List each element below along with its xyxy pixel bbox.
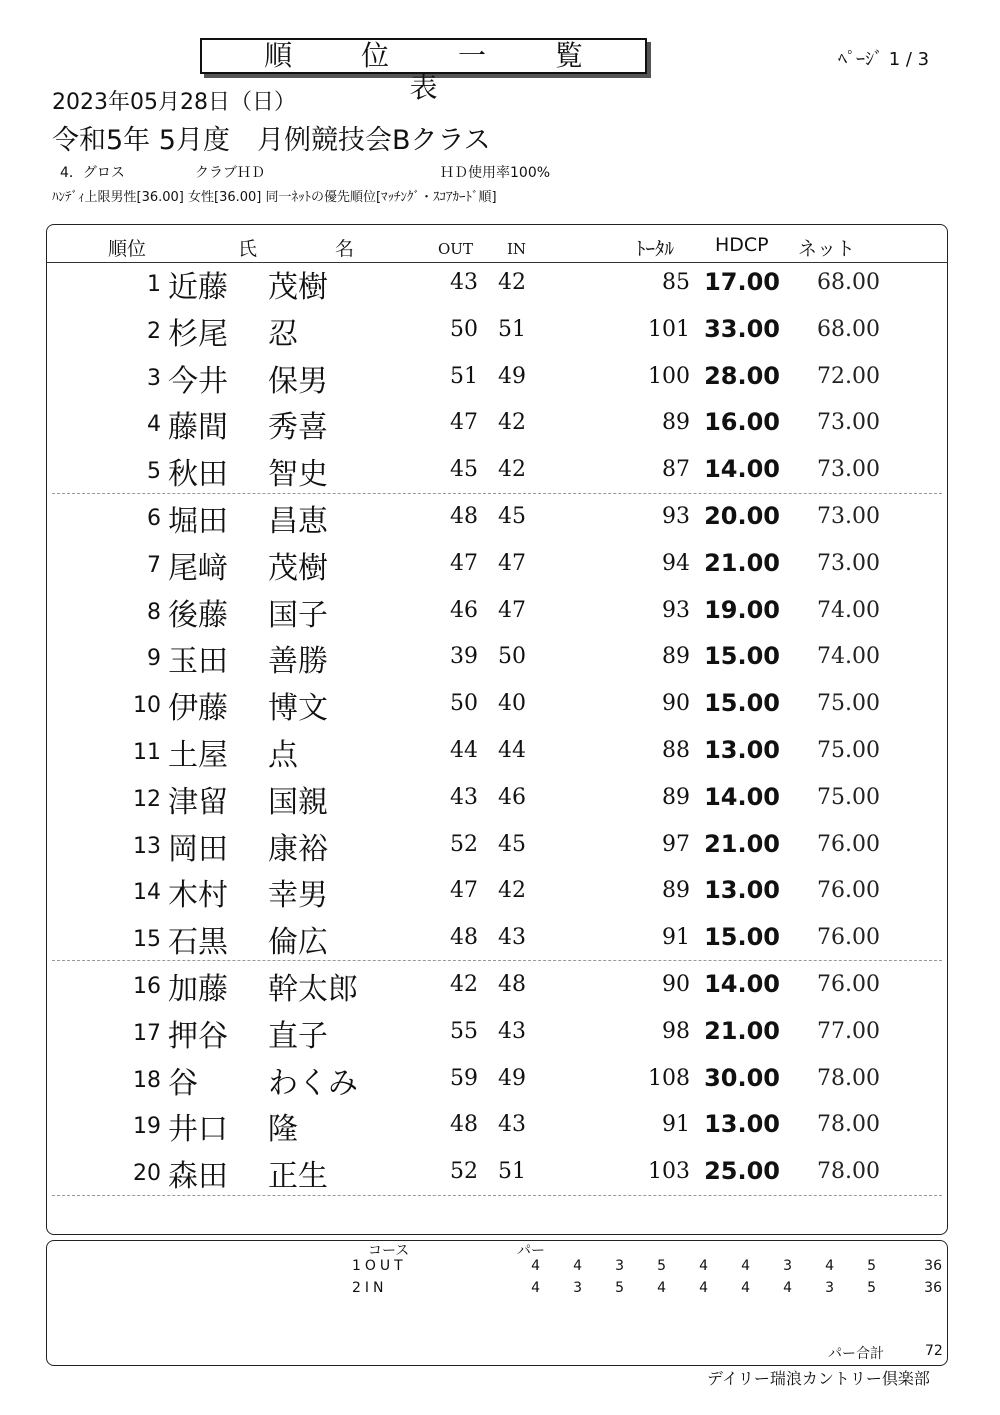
in-score-cell: 46 xyxy=(498,784,526,810)
out-score-cell: 47 xyxy=(450,410,478,436)
out-score-cell: 47 xyxy=(450,878,478,904)
given-name-cell: 点 xyxy=(268,738,298,773)
in-score-cell: 45 xyxy=(498,831,526,857)
given-name-cell: 隆 xyxy=(268,1112,298,1148)
hdcp-cell: 13.00 xyxy=(704,736,780,764)
hdcp-cell: 19.00 xyxy=(704,595,780,624)
given-name-cell: 康裕 xyxy=(268,831,328,867)
hole-par: 4 xyxy=(531,1280,540,1296)
hd-type-label: クラブＨＤ xyxy=(195,165,265,181)
in-score-cell: 47 xyxy=(498,597,526,623)
out-score-cell: 46 xyxy=(450,597,478,623)
out-score-cell: 48 xyxy=(450,925,478,951)
net-score-cell: 74.00 xyxy=(817,644,880,670)
hole-par: 4 xyxy=(699,1280,708,1296)
surname-cell: 杉尾 xyxy=(168,316,228,352)
surname-cell: 岡田 xyxy=(168,831,228,867)
rank-cell: 19 xyxy=(133,1114,161,1140)
table-row xyxy=(0,964,1000,1010)
hole-par: 4 xyxy=(657,1280,666,1296)
net-score-cell: 76.00 xyxy=(817,925,880,951)
hole-par: 5 xyxy=(867,1258,876,1274)
hdcp-cell: 21.00 xyxy=(704,829,780,858)
total-score-cell: 89 xyxy=(662,784,690,810)
table-row xyxy=(0,683,1000,729)
surname-cell: 森田 xyxy=(168,1159,228,1195)
total-score-cell: 93 xyxy=(662,504,690,529)
handicap-rule: ﾊﾝﾃﾞｨ上限男性[36.00] 女性[36.00] 同一ﾈｯﾄの優先順位[ﾏｯﾁﾝｸﾞ・ｽｺｱｶｰﾄﾞ順] xyxy=(52,190,497,205)
column-header-out: OUT xyxy=(438,240,473,258)
given-name-cell: 正生 xyxy=(268,1159,328,1195)
out-score-cell: 48 xyxy=(450,1112,478,1138)
par-total-label: パー合計 xyxy=(828,1346,884,1362)
net-score-cell: 73.00 xyxy=(817,550,880,576)
out-score-cell: 51 xyxy=(450,363,478,389)
hole-par: 4 xyxy=(531,1258,540,1274)
total-score-cell: 89 xyxy=(662,644,690,670)
in-score-cell: 43 xyxy=(498,925,526,951)
net-score-cell: 76.00 xyxy=(817,831,880,857)
surname-cell: 今井 xyxy=(168,363,228,399)
in-score-cell: 40 xyxy=(498,691,526,717)
table-row xyxy=(0,1151,1000,1197)
hd-rate-label: ＨＤ使用率100% xyxy=(440,165,551,181)
surname-cell: 尾﨑 xyxy=(168,550,228,586)
column-header-net: ネット xyxy=(798,238,856,260)
column-header-rank: 順位 xyxy=(108,238,147,260)
surname-cell: 谷 xyxy=(168,1065,198,1101)
out-score-cell: 50 xyxy=(450,691,478,717)
course-par-total: 36 xyxy=(924,1280,942,1296)
total-score-cell: 93 xyxy=(662,597,690,623)
out-score-cell: 43 xyxy=(450,270,478,295)
hdcp-cell: 16.00 xyxy=(704,408,780,437)
page-indicator: ﾍﾟｰｼﾞ 1 / 3 xyxy=(838,49,930,70)
net-score-cell: 73.00 xyxy=(817,457,880,483)
table-row xyxy=(0,309,1000,355)
surname-cell: 加藤 xyxy=(168,972,228,1007)
par-label: パー xyxy=(517,1243,545,1259)
rank-cell: 5 xyxy=(147,459,161,485)
total-score-cell: 103 xyxy=(648,1159,690,1185)
net-score-cell: 76.00 xyxy=(817,972,880,997)
rank-cell: 10 xyxy=(133,693,161,719)
out-score-cell: 52 xyxy=(450,1159,478,1185)
table-row xyxy=(0,496,1000,542)
given-name-cell: 直子 xyxy=(268,1018,328,1054)
par-total-value: 72 xyxy=(925,1343,943,1359)
given-name-cell: 茂樹 xyxy=(268,270,328,305)
out-score-cell: 48 xyxy=(450,504,478,529)
hdcp-cell: 17.00 xyxy=(704,268,780,296)
out-score-cell: 39 xyxy=(450,644,478,670)
net-score-cell: 75.00 xyxy=(817,738,880,763)
surname-cell: 土屋 xyxy=(168,738,228,773)
in-score-cell: 50 xyxy=(498,644,526,670)
total-score-cell: 100 xyxy=(648,363,690,389)
hdcp-cell: 13.00 xyxy=(704,1110,780,1139)
column-header-in: IN xyxy=(507,240,527,258)
total-score-cell: 89 xyxy=(662,410,690,436)
rank-cell: 12 xyxy=(133,786,161,812)
rank-cell: 11 xyxy=(133,740,161,765)
hole-par: 5 xyxy=(867,1280,876,1296)
club-name: デイリー瑞浪カントリー倶楽部 xyxy=(707,1369,930,1388)
net-score-cell: 74.00 xyxy=(817,597,880,623)
category-label: 4．グロス xyxy=(60,165,125,181)
given-name-cell: 国親 xyxy=(268,784,328,820)
surname-cell: 近藤 xyxy=(168,270,228,305)
in-score-cell: 48 xyxy=(498,972,526,997)
in-score-cell: 49 xyxy=(498,1065,526,1091)
net-score-cell: 78.00 xyxy=(817,1112,880,1138)
given-name-cell: 国子 xyxy=(268,597,328,633)
out-score-cell: 50 xyxy=(450,316,478,342)
given-name-cell: 幹太郎 xyxy=(268,972,358,1007)
given-name-cell: わくみ xyxy=(268,1065,358,1101)
surname-cell: 津留 xyxy=(168,784,228,820)
course-name: 2IN xyxy=(352,1280,388,1296)
hdcp-cell: 28.00 xyxy=(704,361,780,390)
table-row xyxy=(0,356,1000,402)
net-score-cell: 75.00 xyxy=(817,691,880,717)
in-score-cell: 47 xyxy=(498,550,526,576)
out-score-cell: 47 xyxy=(450,550,478,576)
in-score-cell: 42 xyxy=(498,410,526,436)
column-header-hdcp: HDCP xyxy=(715,234,769,256)
hole-par: 3 xyxy=(615,1258,624,1274)
given-name-cell: 倫広 xyxy=(268,925,328,961)
table-row xyxy=(0,449,1000,495)
out-score-cell: 45 xyxy=(450,457,478,483)
net-score-cell: 76.00 xyxy=(817,878,880,904)
rank-cell: 8 xyxy=(147,599,161,625)
hdcp-cell: 21.00 xyxy=(704,548,780,577)
in-score-cell: 51 xyxy=(498,316,526,342)
hdcp-cell: 15.00 xyxy=(704,923,780,952)
event-date: 2023年05月28日（日） xyxy=(52,90,296,115)
rank-cell: 13 xyxy=(133,833,161,859)
surname-cell: 後藤 xyxy=(168,597,228,633)
out-score-cell: 44 xyxy=(450,738,478,763)
surname-cell: 伊藤 xyxy=(168,691,228,727)
page-title: 順 位 一 覧 表 xyxy=(264,39,613,104)
hole-par: 4 xyxy=(825,1258,834,1274)
given-name-cell: 善勝 xyxy=(268,644,328,680)
out-score-cell: 52 xyxy=(450,831,478,857)
surname-cell: 石黒 xyxy=(168,925,228,961)
net-score-cell: 68.00 xyxy=(817,270,880,295)
table-row xyxy=(0,636,1000,682)
rank-cell: 15 xyxy=(133,927,161,953)
net-score-cell: 72.00 xyxy=(817,363,880,389)
given-name-cell: 智史 xyxy=(268,457,328,493)
in-score-cell: 42 xyxy=(498,270,526,295)
rank-cell: 18 xyxy=(133,1067,161,1093)
rank-cell: 1 xyxy=(147,272,161,297)
rank-cell: 16 xyxy=(133,974,161,999)
column-header-name-1: 氏 xyxy=(238,238,258,260)
in-score-cell: 49 xyxy=(498,363,526,389)
table-row xyxy=(0,730,1000,776)
given-name-cell: 秀喜 xyxy=(268,410,328,446)
net-score-cell: 75.00 xyxy=(817,784,880,810)
net-score-cell: 77.00 xyxy=(817,1018,880,1044)
total-score-cell: 90 xyxy=(662,972,690,997)
net-score-cell: 78.00 xyxy=(817,1065,880,1091)
course-label: コース xyxy=(368,1243,410,1259)
hole-par: 5 xyxy=(615,1280,624,1296)
rank-cell: 6 xyxy=(147,506,161,531)
hdcp-cell: 33.00 xyxy=(704,314,780,343)
given-name-cell: 忍 xyxy=(268,316,298,352)
in-score-cell: 51 xyxy=(498,1159,526,1185)
hdcp-cell: 25.00 xyxy=(704,1157,780,1186)
surname-cell: 秋田 xyxy=(168,457,228,493)
hdcp-cell: 21.00 xyxy=(704,1016,780,1045)
total-score-cell: 101 xyxy=(648,316,690,342)
total-score-cell: 98 xyxy=(662,1018,690,1044)
hole-par: 3 xyxy=(783,1258,792,1274)
rank-cell: 14 xyxy=(133,880,161,906)
total-score-cell: 88 xyxy=(662,738,690,763)
hdcp-cell: 30.00 xyxy=(704,1063,780,1092)
surname-cell: 堀田 xyxy=(168,504,228,539)
table-row xyxy=(0,543,1000,589)
out-score-cell: 55 xyxy=(450,1018,478,1044)
hole-par: 4 xyxy=(699,1258,708,1274)
table-row xyxy=(0,917,1000,963)
total-score-cell: 97 xyxy=(662,831,690,857)
total-score-cell: 91 xyxy=(662,1112,690,1138)
rank-cell: 3 xyxy=(147,365,161,391)
hole-par: 4 xyxy=(741,1258,750,1274)
rank-cell: 20 xyxy=(133,1161,161,1187)
surname-cell: 木村 xyxy=(168,878,228,914)
total-score-cell: 85 xyxy=(662,270,690,295)
hole-par: 4 xyxy=(573,1258,582,1274)
net-score-cell: 73.00 xyxy=(817,504,880,529)
hole-par: 3 xyxy=(573,1280,582,1296)
event-name: 令和5年 5月度 月例競技会Bクラス xyxy=(52,125,491,156)
rank-cell: 4 xyxy=(147,412,161,438)
net-score-cell: 73.00 xyxy=(817,410,880,436)
in-score-cell: 43 xyxy=(498,1112,526,1138)
table-row xyxy=(0,870,1000,916)
given-name-cell: 昌恵 xyxy=(268,504,328,539)
table-row xyxy=(0,262,1000,308)
total-score-cell: 91 xyxy=(662,925,690,951)
hdcp-cell: 14.00 xyxy=(704,455,780,484)
table-row xyxy=(0,402,1000,448)
total-score-cell: 87 xyxy=(662,457,690,483)
net-score-cell: 78.00 xyxy=(817,1159,880,1185)
hdcp-cell: 15.00 xyxy=(704,642,780,671)
title-box xyxy=(200,38,647,104)
surname-cell: 押谷 xyxy=(168,1018,228,1054)
out-score-cell: 43 xyxy=(450,784,478,810)
in-score-cell: 44 xyxy=(498,738,526,763)
hdcp-cell: 14.00 xyxy=(704,782,780,811)
rank-cell: 9 xyxy=(147,646,161,672)
in-score-cell: 43 xyxy=(498,1018,526,1044)
hdcp-cell: 20.00 xyxy=(704,502,780,530)
total-score-cell: 89 xyxy=(662,878,690,904)
total-score-cell: 108 xyxy=(648,1065,690,1091)
course-par-total: 36 xyxy=(924,1258,942,1274)
given-name-cell: 茂樹 xyxy=(268,550,328,586)
column-header-total: ﾄｰﾀﾙ xyxy=(636,238,675,260)
table-row xyxy=(0,824,1000,870)
out-score-cell: 59 xyxy=(450,1065,478,1091)
table-row xyxy=(0,590,1000,636)
hole-par: 4 xyxy=(741,1280,750,1296)
rank-cell: 7 xyxy=(147,552,161,578)
given-name-cell: 博文 xyxy=(268,691,328,727)
hole-par: 4 xyxy=(783,1280,792,1296)
surname-cell: 玉田 xyxy=(168,644,228,680)
net-score-cell: 68.00 xyxy=(817,316,880,342)
in-score-cell: 45 xyxy=(498,504,526,529)
total-score-cell: 94 xyxy=(662,550,690,576)
out-score-cell: 42 xyxy=(450,972,478,997)
surname-cell: 井口 xyxy=(168,1112,228,1148)
total-score-cell: 90 xyxy=(662,691,690,717)
hdcp-cell: 15.00 xyxy=(704,689,780,718)
rank-cell: 17 xyxy=(133,1020,161,1046)
rank-cell: 2 xyxy=(147,318,161,344)
hdcp-cell: 13.00 xyxy=(704,876,780,905)
in-score-cell: 42 xyxy=(498,457,526,483)
course-name: 1OUT xyxy=(352,1258,407,1274)
hdcp-cell: 14.00 xyxy=(704,970,780,998)
given-name-cell: 保男 xyxy=(268,363,328,399)
surname-cell: 藤間 xyxy=(168,410,228,446)
given-name-cell: 幸男 xyxy=(268,878,328,914)
hole-par: 3 xyxy=(825,1280,834,1296)
column-header-name-2: 名 xyxy=(335,238,355,260)
in-score-cell: 42 xyxy=(498,878,526,904)
table-row xyxy=(0,1104,1000,1150)
table-row xyxy=(0,777,1000,823)
table-row xyxy=(0,1058,1000,1104)
hole-par: 5 xyxy=(657,1258,666,1274)
table-row xyxy=(0,1011,1000,1057)
